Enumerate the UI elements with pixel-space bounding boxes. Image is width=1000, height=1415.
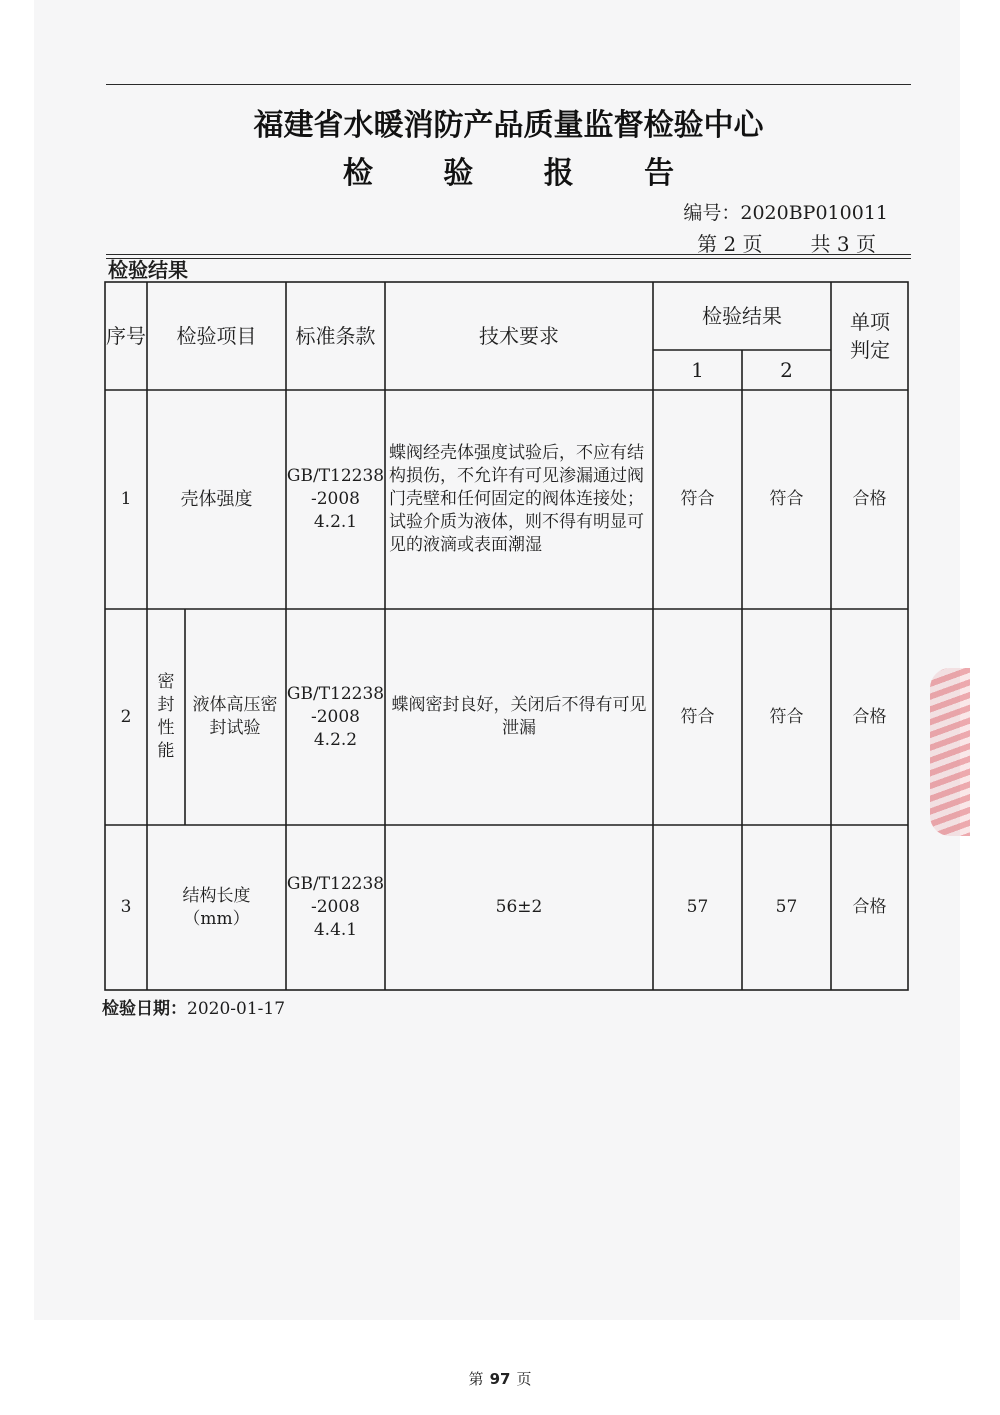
row2-requirement: 蝶阀密封良好，关闭后不得有可见泄漏 [391, 695, 647, 738]
row1-item: 壳体强度 [180, 489, 253, 510]
header-results: 检验结果 [702, 303, 782, 328]
footer-page-number: 97 [489, 1370, 511, 1388]
header-index: 序号 [106, 323, 146, 348]
row2-result-1: 符合 [680, 706, 715, 727]
row3-standard-line: 4.4.1 [313, 920, 358, 940]
report-title: 检 验 报 告 [342, 156, 705, 191]
row1-verdict: 合格 [852, 489, 887, 509]
header-verdict: 单项判定 [850, 310, 890, 362]
institution-title: 福建省水暖消防产品质量监督检验中心 [253, 108, 764, 143]
row2-standard-line: 4.2.2 [313, 729, 358, 750]
page-footer [0, 1368, 1000, 1389]
row1-index: 1 [120, 489, 132, 509]
header-standard: 标准条款 [295, 323, 376, 348]
row2-verdict: 合格 [852, 706, 887, 727]
row2-standard-line: GB/T12238 [286, 683, 385, 704]
row3-result-1: 57 [686, 897, 709, 917]
row3-item [147, 825, 286, 990]
row1-standard-line: 4.2.1 [313, 512, 358, 532]
row2-index: 2 [120, 706, 132, 727]
footer-suffix: 页 [516, 1370, 532, 1388]
row1-result-1: 符合 [680, 489, 715, 509]
inspection-date [102, 994, 285, 1019]
page-total: 共 3 页 [810, 232, 876, 256]
row2-standard-line: -2008 [310, 706, 360, 727]
section-title: 检验结果 [108, 258, 188, 282]
row3-requirement: 56±2 [495, 897, 543, 917]
row2-standard [286, 609, 385, 825]
red-seal-stamp [930, 668, 970, 836]
header-result-2: 2 [780, 357, 793, 382]
inspection-date-label: 检验日期： [102, 999, 187, 1019]
row3-item-unit: （mm） [183, 908, 250, 929]
footer-prefix: 第 [468, 1370, 484, 1388]
row1-standard-line: -2008 [310, 489, 360, 509]
header-result-1: 1 [691, 357, 704, 382]
row1-requirement: 蝶阀经壳体强度试验后，不应有结构损伤，不允许有可见渗漏通过阀门壳壁和任何固定的阀体连接处；试验介质为液体，则不得有明显可见的液滴或表面潮湿 [389, 443, 644, 555]
row3-item-name: 结构长度 [182, 885, 251, 906]
report-number-value: 2020BP010011 [740, 202, 888, 224]
row2-group: 密封性能 [157, 672, 175, 761]
page-current: 第 2 页 [697, 232, 763, 256]
row3-index: 3 [120, 897, 132, 917]
row3-result-2: 57 [775, 897, 798, 917]
row3-standard [286, 825, 385, 990]
header-requirement: 技术要求 [479, 323, 559, 348]
row1-standard-line: GB/T12238 [286, 466, 385, 486]
row1-standard [286, 390, 385, 609]
row3-standard-line: GB/T12238 [286, 874, 385, 894]
inspection-date-value: 2020-01-17 [187, 999, 286, 1019]
row1-result-2: 符合 [769, 489, 804, 509]
row2-item: 液体高压密封试验 [192, 695, 278, 738]
report-number-label: 编号： [683, 202, 741, 224]
row2-result-2: 符合 [769, 706, 804, 727]
row3-standard-line: -2008 [310, 897, 360, 917]
header-item: 检验项目 [176, 323, 257, 348]
row3-verdict: 合格 [852, 897, 887, 917]
